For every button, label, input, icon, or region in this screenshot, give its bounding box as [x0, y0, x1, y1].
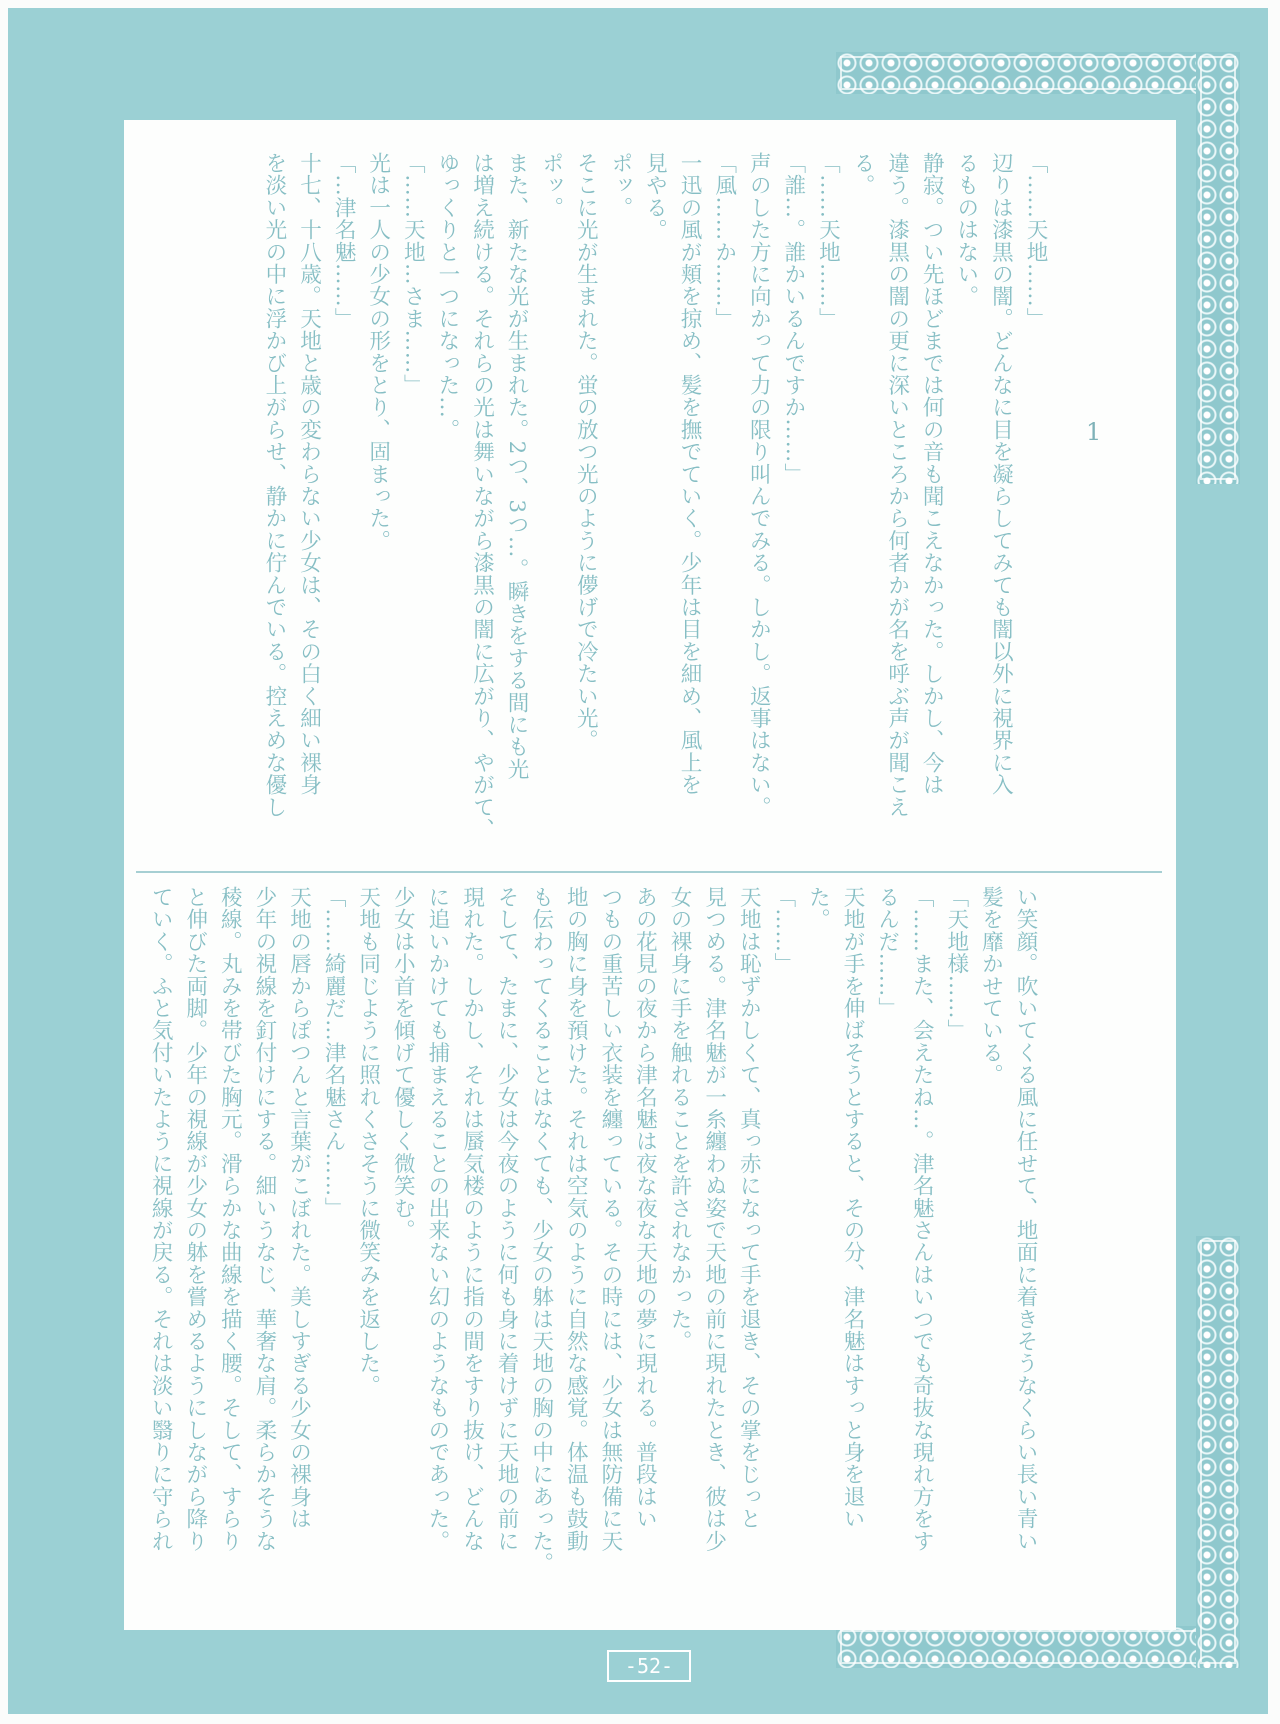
lace-border-ornament-bottom	[836, 1626, 1240, 1668]
lace-border-ornament-right-upper	[1196, 52, 1240, 484]
text-column: 「……天地……」	[1023, 152, 1048, 330]
text-column: 声のした方に向かって力の限り叫んでみる。しかし。返事はない。	[746, 152, 772, 818]
text-column: を淡い光の中に浮かび上がらせ、静かに佇んでいる。控えめな優し	[261, 152, 287, 818]
text-column: 天地も同じように照れくさそうに微笑みを返した。	[355, 886, 381, 1397]
text-column: 十七、十八歳。天地と歳の変わらない少女は、その白く細い裸身	[296, 152, 322, 796]
text-column: 静寂。つい先ほどまでは何の音も聞こえなかった。しかし、今は	[919, 152, 945, 796]
text-column: ポッ。	[607, 152, 633, 219]
text-column: 見やる。	[642, 152, 668, 241]
text-column: た。	[805, 886, 831, 931]
text-column: そして、たまに、少女は今夜のように何も身に着けずに天地の前に	[494, 886, 520, 1552]
text-column: 稜線。丸みを帯びた胸元。滑らかな曲線を描く腰。そして、すらり	[217, 886, 243, 1552]
text-column: 少年の視線を釘付けにする。細いうなじ、華奢な肩。柔らかそうな	[251, 886, 277, 1552]
text-column: るんだ……」	[874, 886, 900, 1020]
lower-text-block	[143, 886, 1042, 1574]
text-column: 「……天地…さま……」	[400, 152, 426, 397]
text-column: る。	[850, 152, 876, 197]
text-column: に追いかけても捕まえることの出来ない幻のようなものであった。	[424, 886, 450, 1552]
page-number: -52-	[607, 1650, 691, 1682]
text-column: 地の胸に身を預けた。それは空気のように自然な感覚。体温も鼓動	[563, 886, 589, 1552]
text-column: 現れた。しかし、それは蜃気楼のように指の間をすり抜け、どんな	[459, 886, 485, 1552]
text-column: 「……綺麗だ…津名魅さん……」	[321, 886, 347, 1219]
upper-text-block	[256, 152, 1052, 860]
lace-border-ornament-right-lower	[1196, 1236, 1240, 1668]
text-column: 辺りは漆黒の闇。どんなに目を凝らしてみても闇以外に視界に入	[988, 152, 1014, 796]
text-column: 髪を靡かせている。	[978, 886, 1004, 1086]
text-column: あの花見の夜から津名魅は夜な夜な天地の夢に現れる。普段はい	[632, 886, 658, 1530]
text-column: ていく。ふと気付いたように視線が戻る。それは淡い翳りに守られ	[148, 886, 174, 1552]
text-column: 「……また、会えたね…。津名魅さんはいつでも奇抜な現れ方をす	[909, 886, 935, 1552]
section-divider	[136, 871, 1162, 873]
text-column: 違う。漆黒の闇の更に深いところから何者かが名を呼ぶ声が聞こえ	[884, 152, 910, 818]
text-column: 少女は小首を傾げて優しく微笑む。	[390, 886, 416, 1242]
text-column: 「……天地……」	[815, 152, 841, 330]
text-column: そこに光が生まれた。蛍の放つ光のように儚げで冷たい光。	[573, 152, 599, 752]
text-column: 「…津名魅……」	[331, 152, 357, 330]
chapter-number: 1	[1086, 418, 1102, 446]
text-column: つもの重苦しい衣装を纏っている。その時には、少女は無防備に天	[597, 886, 623, 1552]
lace-border-ornament-top	[836, 52, 1240, 94]
text-column: も伝わってくることはなくても、少女の躰は天地の胸の中にあった。	[528, 886, 554, 1575]
text-column: 光は一人の少女の形をとり、固まった。	[365, 152, 391, 552]
text-column: 「誰…。誰かいるんですか……」	[780, 152, 806, 485]
text-column: 「風……か……」	[711, 152, 737, 330]
text-column: 見つめる。津名魅が一糸纏わぬ姿で天地の前に現れたとき、彼は少	[701, 886, 727, 1552]
text-column: また、新たな光が生まれた。2つ、3つ…。瞬きをする間にも光	[504, 152, 530, 781]
text-column: 「……」	[770, 886, 796, 975]
text-column: 女の裸身に手を触れることを許されなかった。	[667, 886, 693, 1353]
text-column: 「天地様……」	[943, 886, 969, 1042]
text-column: い笑顔。吹いてくる風に任せて、地面に着きそうなくらい長い青い	[1013, 886, 1038, 1552]
text-column: 一迅の風が頬を掠め、髪を撫でていく。少年は目を細め、風上を	[677, 152, 703, 796]
text-column: 天地の唇からぽつんと言葉がこぼれた。美しすぎる少女の裸身は	[286, 886, 312, 1530]
text-column: と伸びた両脚。少年の視線が少女の躰を嘗めるようにしながら降り	[182, 886, 208, 1552]
text-column: ゆっくりと一つになった…。	[434, 152, 460, 441]
text-column: るものはない。	[953, 152, 979, 308]
text-column: 天地が手を伸ばそうとすると、その分、津名魅はすっと身を退い	[840, 886, 866, 1530]
text-column: は増え続ける。それらの光は舞いながら漆黒の闇に広がり、やがて、	[469, 152, 495, 841]
text-column: ポッ。	[538, 152, 564, 219]
text-column: 天地は恥ずかしくて、真っ赤になって手を退き、その掌をじっと	[736, 886, 762, 1530]
